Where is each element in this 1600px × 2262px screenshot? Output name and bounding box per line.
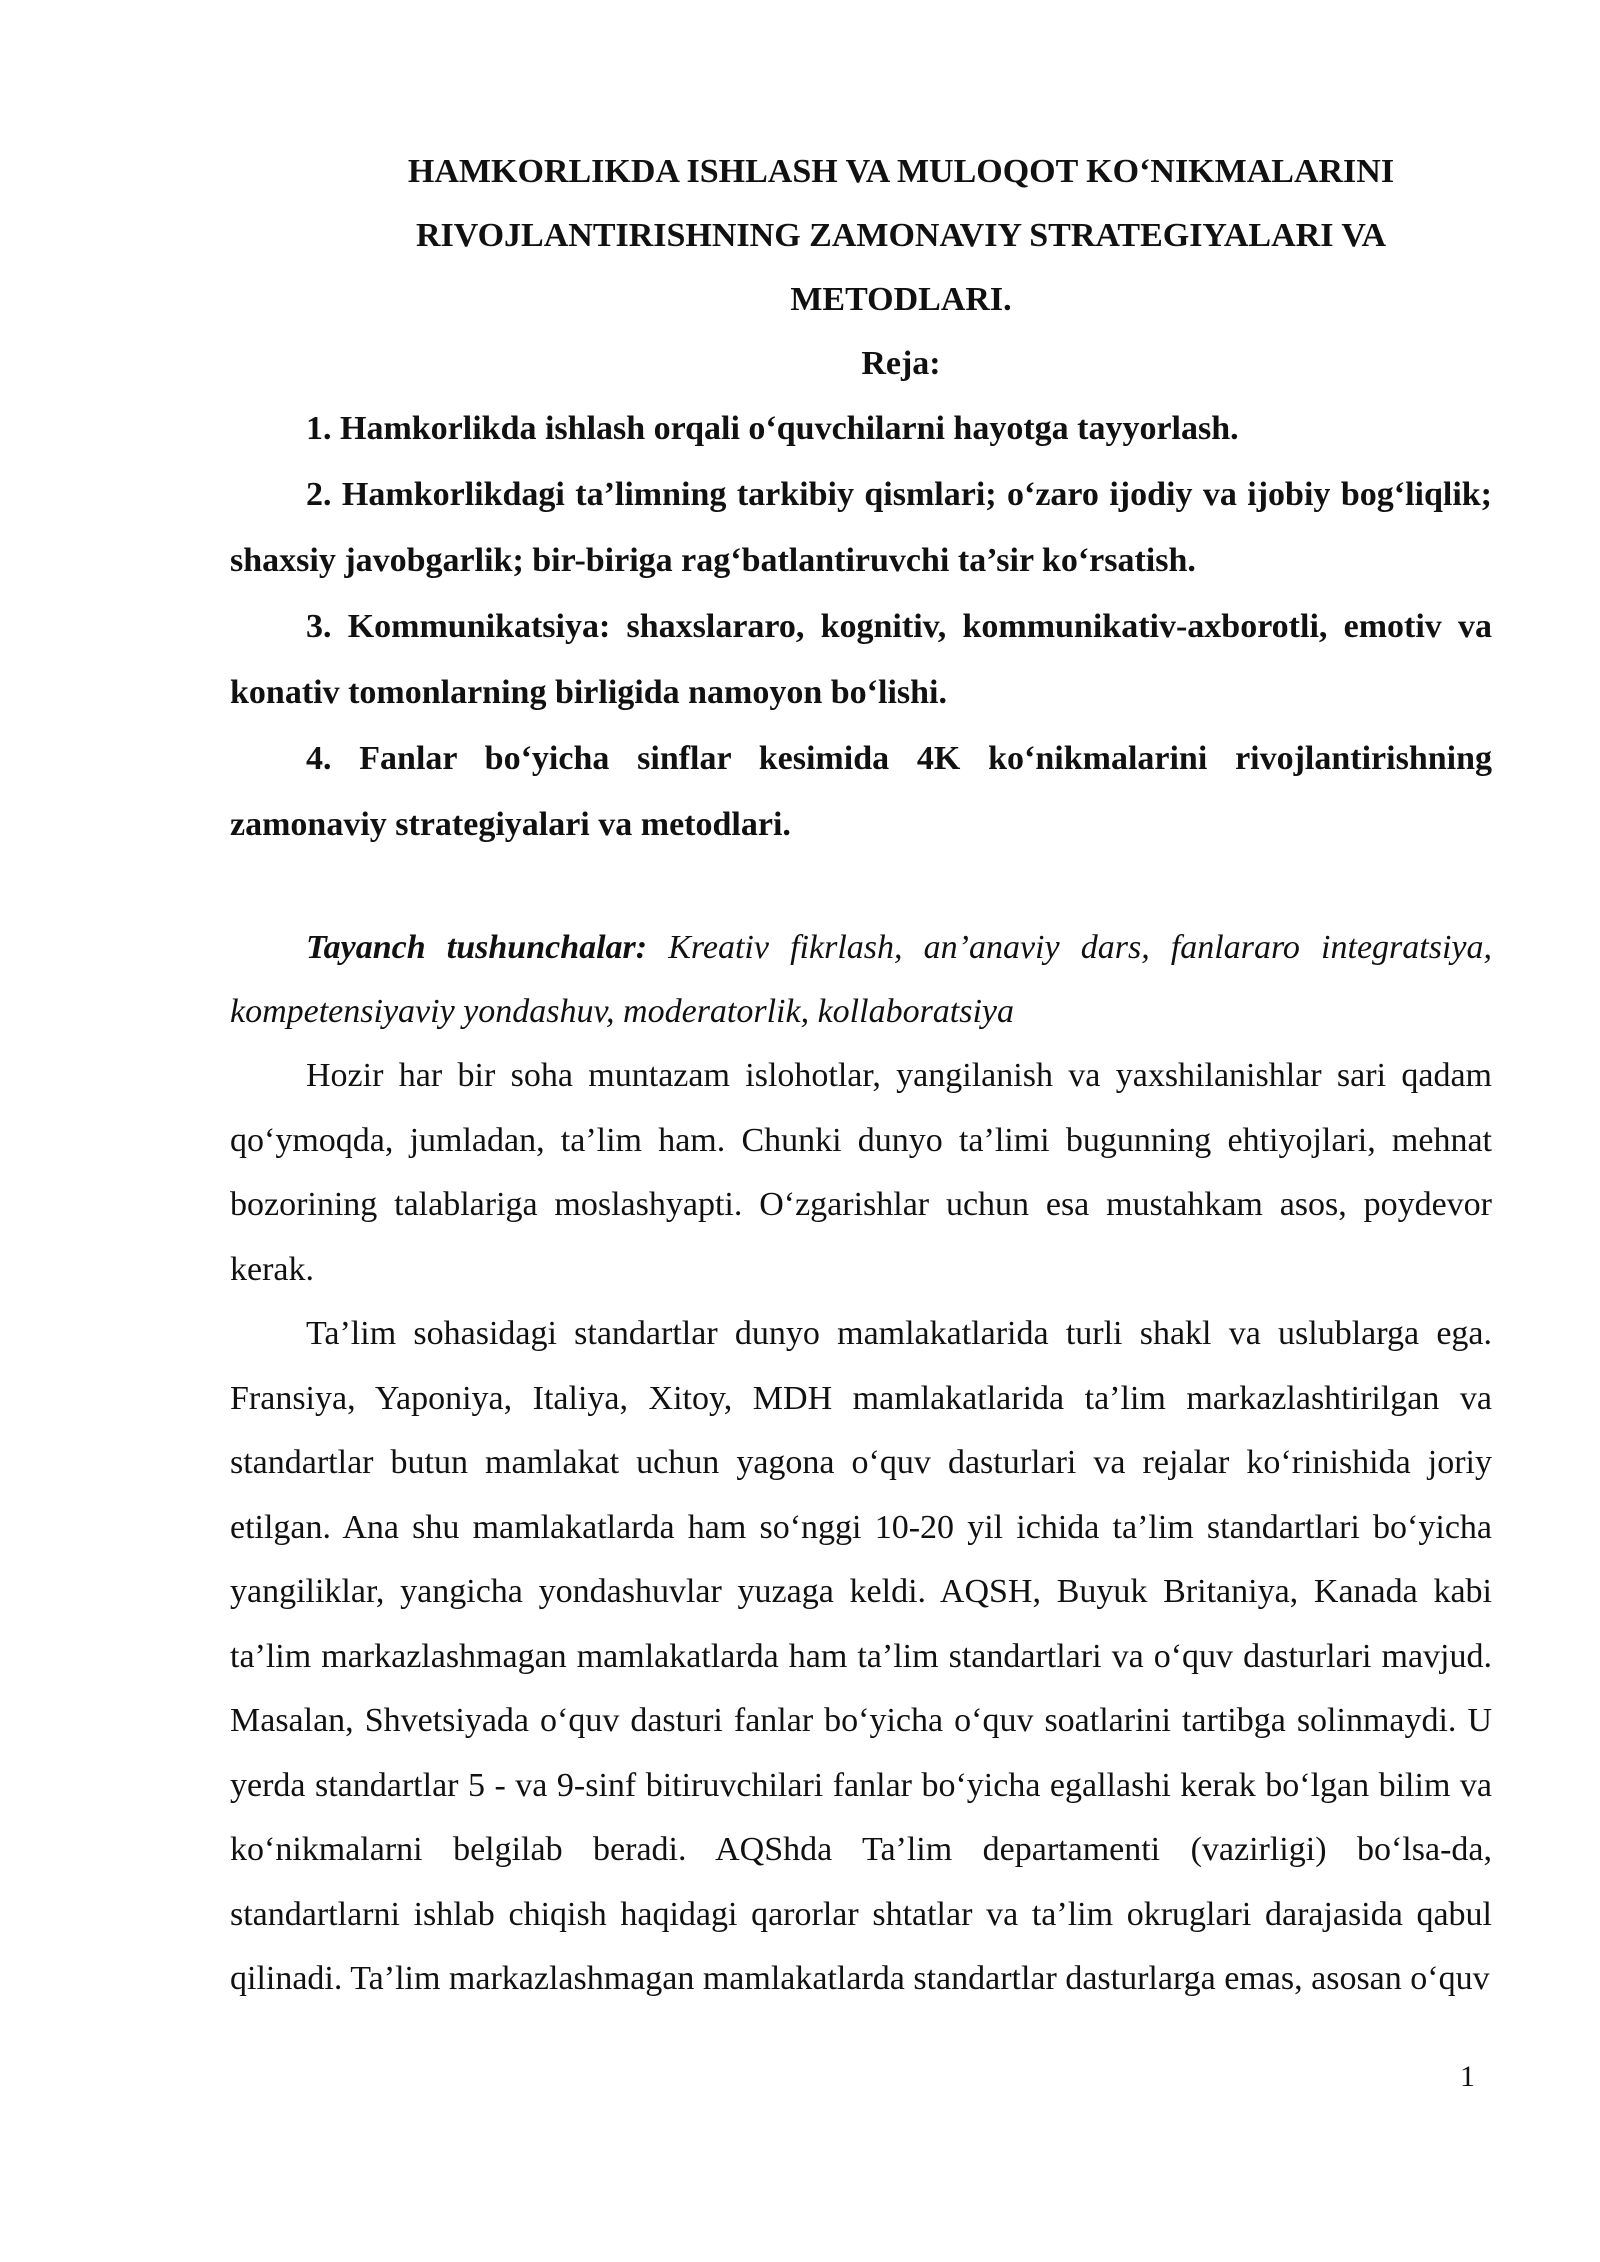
plan-item-2: 2. Hamkorlikdagi ta’limning tarkibiy qismlari; o‘zaro ijodiy va ijobiy bog‘liqlik; shaxsiy javobgarlik; bir-biriga rag‘batlantiruvchi ta’sir ko‘rsatish. [230,476,1492,579]
plan-item-4: 4. Fanlar bo‘yicha sinflar kesimida 4K ko‘nikmalarini rivojlantirishning zamonaviy strategiyalari va metodlari. [230,740,1492,843]
keywords-paragraph [230,916,1492,1044]
document-title: HAMKORLIKDA ISHLASH VA MULOQOT KO‘NIKMALARINI RIVOJLANTIRISHNING ZAMONAVIY STRATEGIYALARI VA METODLARI. [407,153,1395,318]
body-paragraph-1: Hozir har bir soha muntazam islohotlar, yangilanish va yaxshilanishlar sari qadam qo‘ymoqda, jumladan, ta’lim ham. Chunki dunyo ta’limi bugunning ehtiyojlari, mehnat bozorining talablariga moslashyapti. O‘zgarishlar uchun esa mustahkam asos, poydevor kerak. [230,1057,1492,1288]
section-spacer [230,858,1492,916]
keywords-text: Kreativ fikrlash, an’anaviy dars, fanlararo integratsiya, kompetensiyaviy yondashuv, moderatorlik, kollaboratsiya [230,929,1492,1030]
plan-item-1: 1. Hamkorlikda ishlash orqali o‘quvchilarni hayotga tayyorlash. [306,410,1239,447]
document-page [230,140,1492,2012]
body-paragraph-2: Ta’lim sohasidagi standartlar dunyo mamlakatlarida turli shakl va uslublarga ega. Fransiya, Yaponiya, Italiya, Xitoy, MDH mamlakatlarida ta’lim markazlashtirilgan va standartlar butun mamlakat uchun yagona o‘quv dasturlari va rejalar ko‘rinishida joriy etilgan. Ana shu mamlakatlarda ham so‘nggi 10-20 yil ichida ta’lim standartlari bo‘yicha yangiliklar, yangicha yondashuvlar yuzaga keldi. AQSH, Buyuk Britaniya, Kanada kabi ta’lim markazlashmagan mamlakatlarda ham ta’lim standartlari va o‘quv dasturlari mavjud. Masalan, Shvetsiyada o‘quv dasturi fanlar bo‘yicha o‘quv soatlarini tartibga solinmaydi. U yerda standartlar 5 - va 9-sinf bitiruvchilari fanlar bo‘yicha egallashi kerak bo‘lgan bilim va ko‘nikmalarni belgilab beradi. AQShda Ta’lim departamenti (vazirligi) bo‘lsa-da, standartlarni ishlab chiqish haqidagi qarorlar shtatlar va ta’lim okruglari darajasida qabul qilinadi. Ta’lim markazlashmagan mamlakatlarda standartlar dasturlarga emas, asosan o‘quv [230,1315,1492,1997]
plan-item-3: 3. Kommunikatsiya: shaxslararo, kognitiv, kommunikativ-axborotli, emotiv va konativ tomonlarning birligida namoyon bo‘lishi. [230,608,1492,711]
plan-heading: Reja: [861,345,941,382]
page-number: 1 [1460,2060,1475,2093]
keywords-label: Tayanch tushunchalar: [306,929,648,966]
